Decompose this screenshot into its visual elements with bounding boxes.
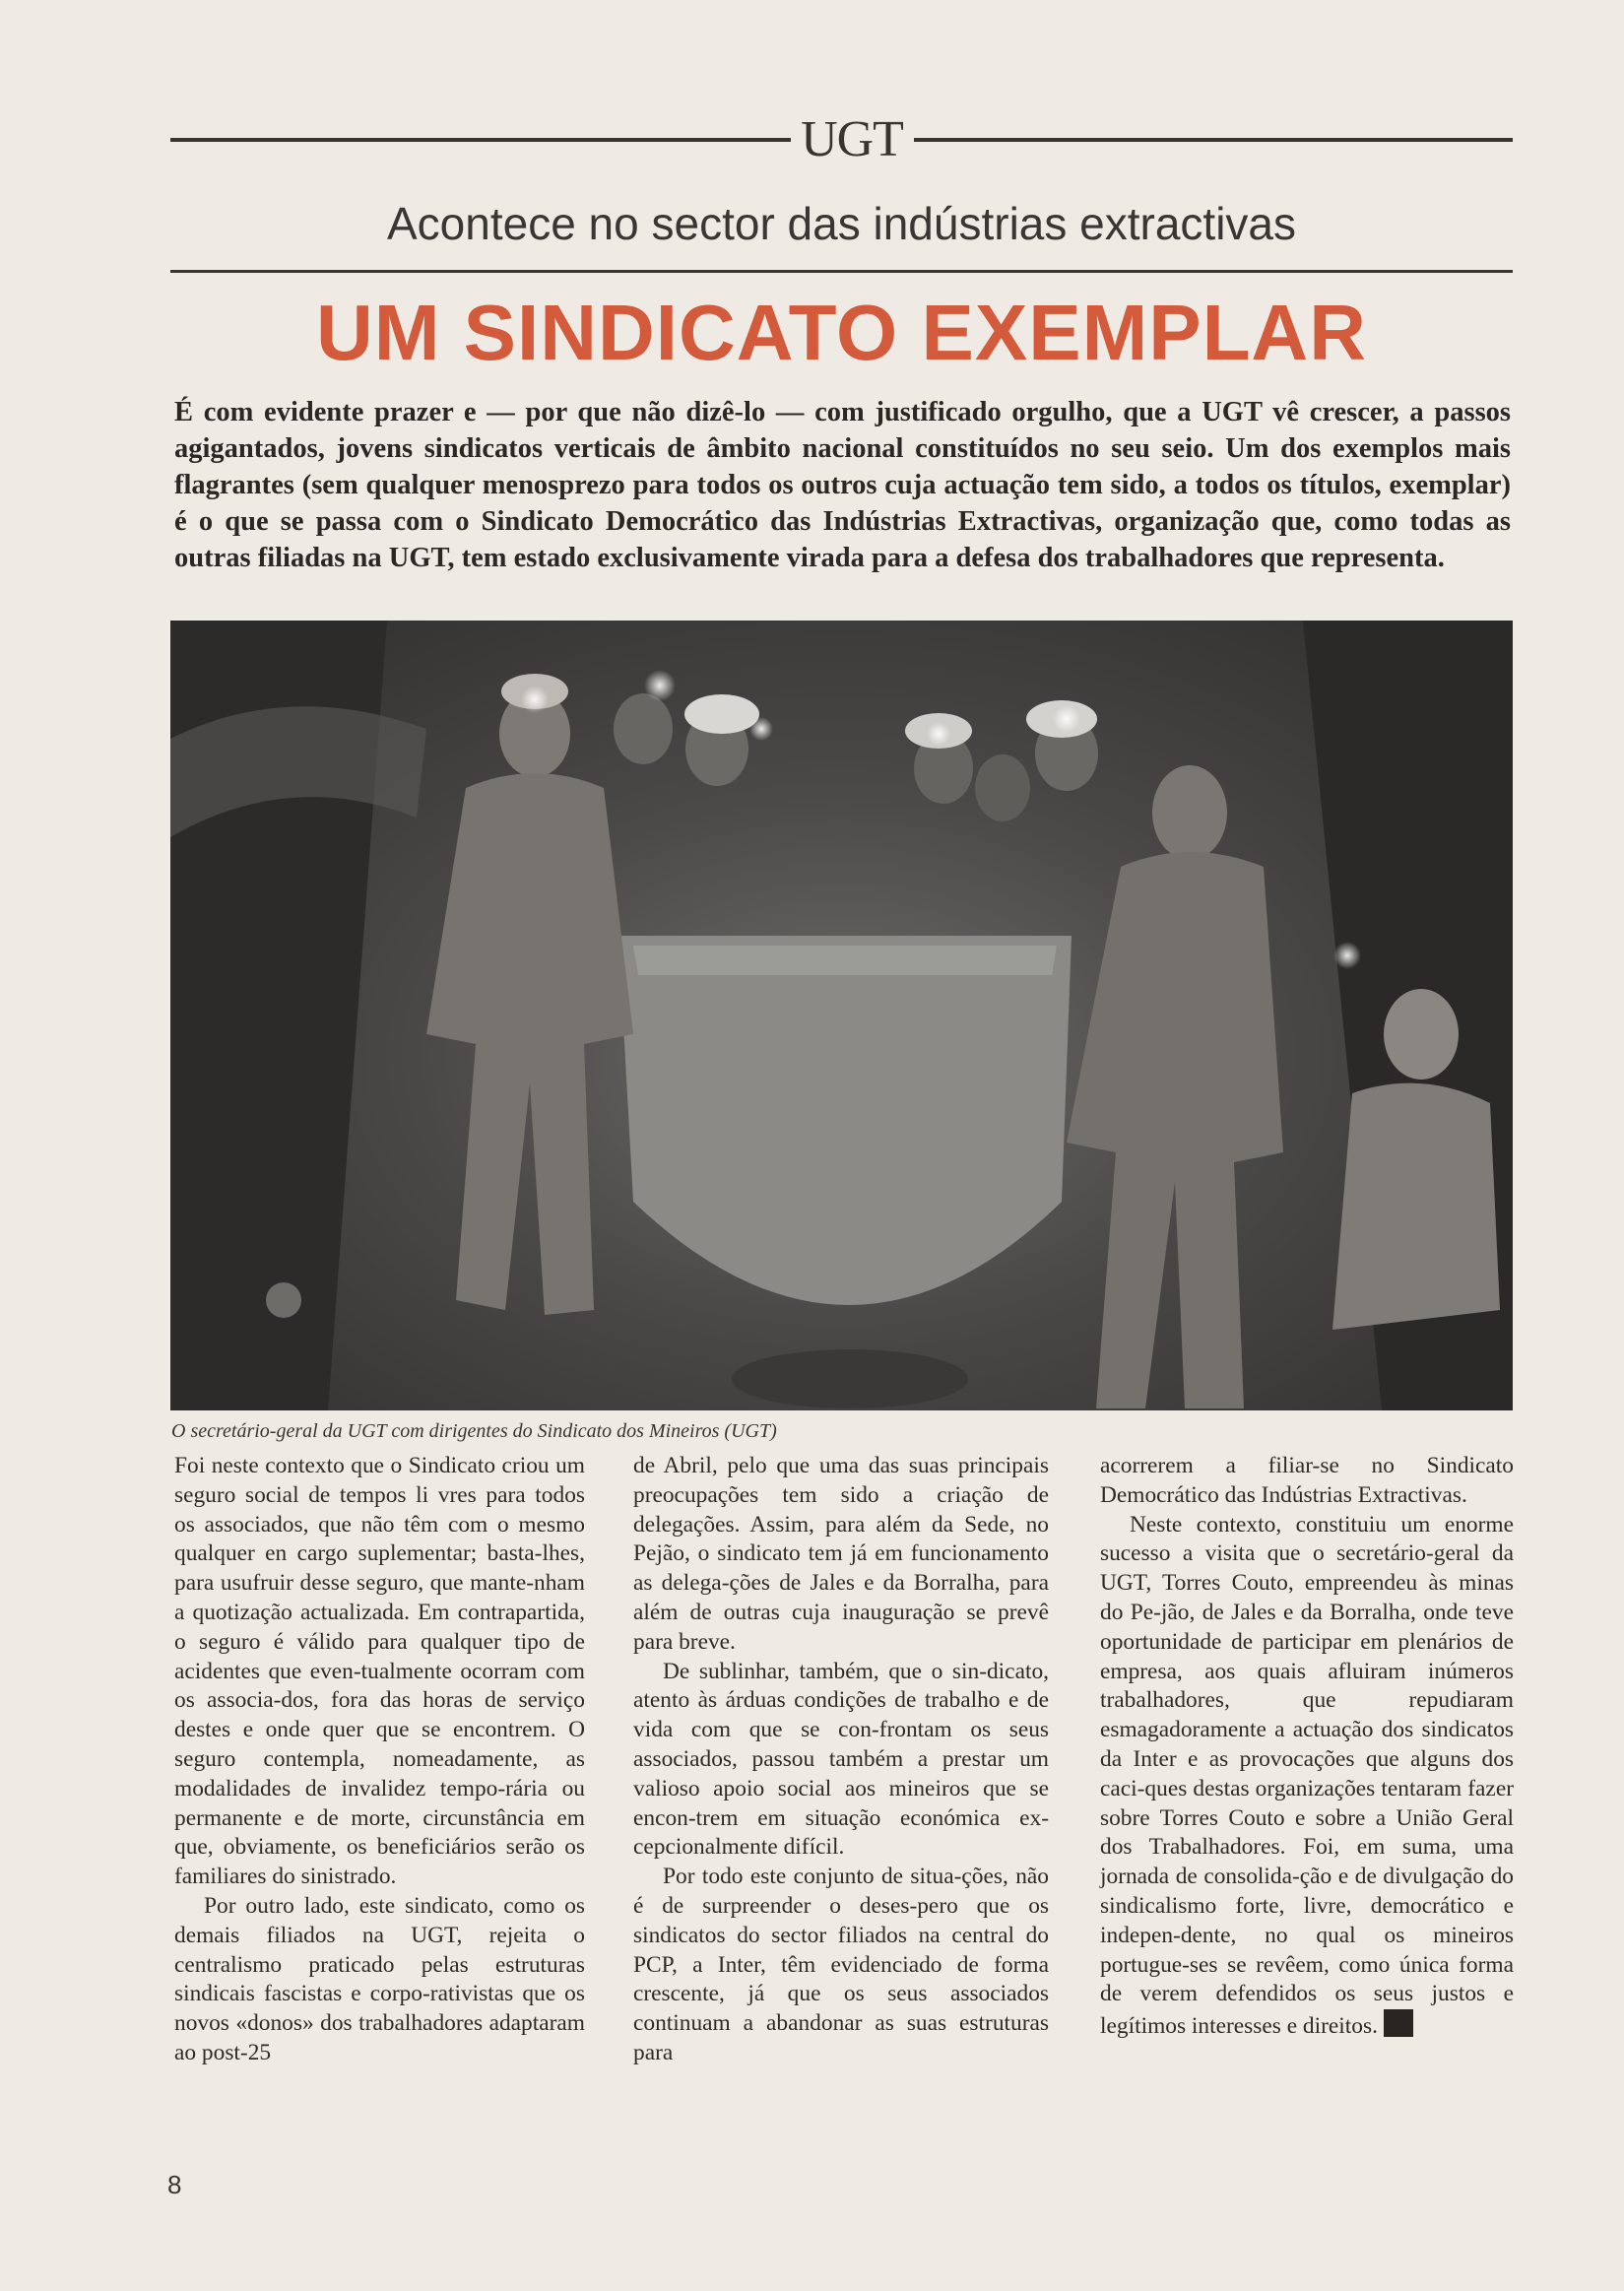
paragraph-last [1100, 1511, 1514, 2042]
section-title: Acontece no sector das indústrias extractivas [386, 198, 1296, 249]
section-rule [170, 270, 1513, 273]
masthead-label: UGT [801, 111, 903, 167]
paragraph: De sublinhar, também, que o sin-dicato, atento às árduas condições de trabalho e de vida com que se con-frontam os seus associados, passou também a prestar um valioso apoio social aos mineiros que se encon-trem em situação económica ex-cepcionalmente difícil. [633, 1658, 1049, 1861]
paragraph: de Abril, pelo que uma das suas principais preocupações tem sido a criação de delegações. Assim, para além da Sede, no Pejão, o sindicato tem já em funcionamento as delega-ções de Jales e da Borralha, para além de outras cuja inauguração se prevê para breve. [633, 1453, 1049, 1655]
paragraph: Por outro lado, este sindicato, como os demais filiados na UGT, rejeita o centralismo praticado pelas estruturas sindicais fascistas e corpo-rativistas que os novos «donos» dos trabalhadores adaptaram ao post-25 [174, 1892, 585, 2065]
photo-caption: O secretário-geral da UGT com dirigentes do Sindicato dos Mineiros (UGT) [171, 1420, 777, 1442]
paragraph-text: Neste contexto, constituiu um enorme sucesso a visita que o secretário-geral da UGT, Torres Couto, empreendeu às minas do Pe-jão, de Jales e da Borralha, onde teve oportunidade de participar em plenários de empresa, aos quais afluiram inúmeros trabalhadores, que repudiaram esmagadoramente a actuação dos sindicatos da Inter e as provocações que alguns dos caci-ques destas organizações tentaram fazer sobre Torres Couto e sobre a União Geral dos Trabalhadores. Foi, em suma, uma jornada de consolida-ção e de divulgação do sindicalismo forte, livre, democrático e indepen-dente, no qual os mineiros portugue-ses se revêem, como única forma de verem defendidos os seus justos e legítimos interesses e direitos. [1100, 1511, 1514, 2040]
paragraph: Por todo este conjunto de situa-ções, não é de surpreender o deses-pero que os sindicatos do sector filiados na central do PCP, a Inter, têm evidenciado de forma crescente, já que os seus associados continuam a abandonar as suas estruturas para [633, 1864, 1049, 2065]
page-number: 8 [167, 2170, 182, 2199]
body-column-2 [633, 1452, 1049, 2068]
lead-paragraph: É com evidente prazer e — por que não dizê-lo — com justificado orgulho, que a UGT vê crescer, a passos agigantados, jovens sindicatos verticais de âmbito nacional constituídos no seu seio. Um dos exemplos mais flagrantes (sem qualquer menosprezo para todos os outros cuja actuação tem sido, a todos os títulos, exemplar) é o que se passa com o Sindicato Democrático das Indústrias Extractivas, organização que, como todas as outras filiadas na UGT, tem estado exclusivamente virada para a defesa dos trabalhadores que representa. [174, 397, 1511, 573]
end-mark-icon [1384, 2009, 1413, 2037]
miners-photo [170, 621, 1513, 1410]
masthead-rule-left [170, 138, 791, 142]
masthead-rule-right [914, 138, 1513, 142]
miners-photo-drawing [170, 621, 1513, 1410]
body-column-3 [1100, 1452, 1514, 2042]
body-column-1 [174, 1452, 585, 2068]
paragraph: Foi neste contexto que o Sindicato criou um seguro social de tempos li vres para todos os associados, que não têm com o mesmo qualquer en cargo suplementar; basta-lhes, para usufruir desse seguro, que mante-nham a quotização actualizada. Em contrapartida, o seguro é válido para qualquer tipo de acidentes que even-tualmente ocorram com os associa-dos, fora das horas de serviço destes e onde quer que se encontrem. O seguro contempla, nomeadamente, as modalidades de invalidez tempo-rária ou permanente e de morte, circunstância em que, obviamente, os beneficiários serão os familiares do sinistrado. [174, 1453, 585, 1890]
masthead [170, 110, 1513, 169]
paragraph: acorrerem a filiar-se no Sindicato Democrático das Indústrias Extractivas. [1100, 1453, 1514, 1508]
headline: UM SINDICATO EXEMPLAR [316, 289, 1367, 376]
